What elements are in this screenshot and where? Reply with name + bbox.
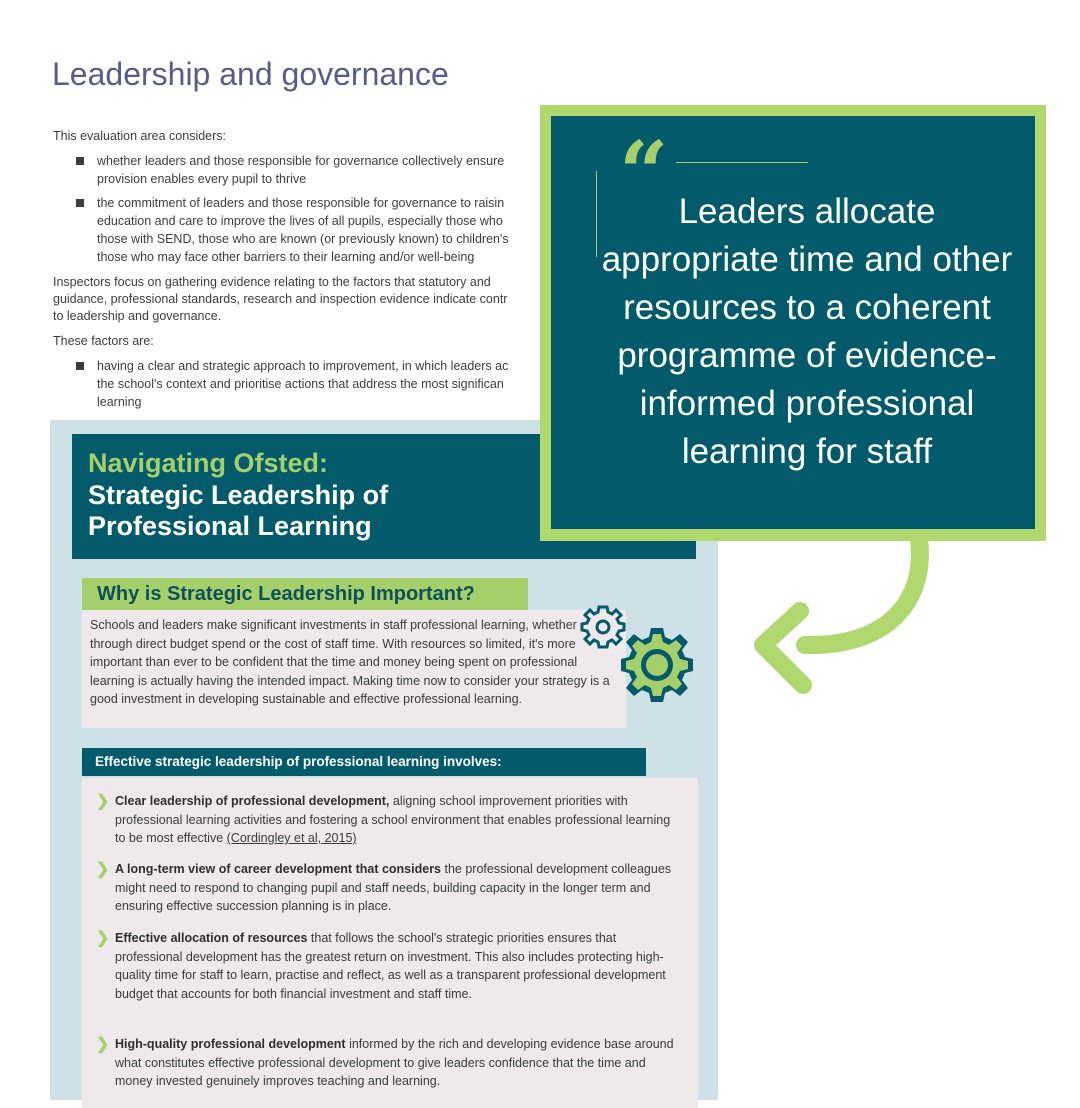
list-item-text: High-quality professional development informed by the rich and developing evidence base around what constitutes effective professional development to give leaders confidence that the time and money invested genuinely improves teaching and learning.: [115, 1037, 674, 1088]
chevron-right-icon: ❯: [96, 1036, 110, 1053]
quote-mark-icon: “: [619, 123, 669, 224]
why-heading-bar: [82, 578, 528, 610]
bullet-2-text: the commitment of leaders and those responsible for governance to raisin education and care to improve the lives of all pupils, especially those who those with SEND, those who are known (or previously known) to children's those who may face other barriers to their learning and/or well-being: [97, 196, 509, 264]
bullet-square-icon: [76, 362, 84, 370]
flyer-heading-white: Strategic Leadership of Professional Learning: [88, 480, 389, 541]
factors-intro: These factors are:: [53, 334, 154, 348]
document-title: Leadership and governance: [52, 56, 449, 92]
list-item-text: Clear leadership of professional development, aligning school improvement priorities with professional learning activities and fostering a school environment that enables professional learning to be most effective (Cordingley et al, 2015): [115, 794, 671, 845]
list-item-text: A long-term view of career development that considers the professional development colleagues might need to respond to changing pupil and staff needs, building capacity in the longer term and ensuring effective succession planning is in place.: [115, 862, 672, 913]
factor-bullet-text: having a clear and strategic approach to improvement, in which leaders ac the school's context and prioritise actions that address the most significan learning: [97, 359, 509, 409]
quote-callout: [540, 105, 1046, 541]
chevron-right-icon: ❯: [96, 793, 110, 810]
flyer-heading-green: Navigating Ofsted:: [88, 448, 329, 478]
intro-text: This evaluation area considers:: [53, 129, 227, 143]
quote-text: Leaders allocate appropriate time and other resources to a coherent programme of evidence-informed professional learning for staff: [601, 192, 1013, 471]
list-item: [96, 1035, 676, 1091]
why-body-box: [82, 610, 626, 728]
bullet-2: [76, 194, 536, 266]
focus-line-1: Inspectors focus on gathering evidence relating to the factors that statutory and: [53, 275, 491, 289]
list-item: [96, 792, 676, 848]
factor-bullet: [76, 357, 536, 411]
effective-heading-bar: [82, 748, 646, 776]
bullet-1: [76, 152, 536, 188]
focus-line-2: guidance, professional standards, research and inspection evidence indicate contr: [53, 292, 508, 306]
chevron-right-icon: ❯: [96, 930, 110, 947]
citation-link[interactable]: (Cordingley et al, 2015): [226, 831, 357, 845]
list-item: [96, 929, 676, 1003]
gears-icon: [577, 605, 695, 705]
list-item-text: Effective allocation of resources that follows the school's strategic priorities ensures that professional development has the greatest return on investment. This also includes protecting high-quality time for staff to learn, practise and reflect, as well as a transparent professional development budget that accounts for both financial investment and staff time.: [115, 931, 666, 1001]
list-item: [96, 860, 676, 916]
bullet-square-icon: [76, 199, 84, 207]
bullet-square-icon: [76, 157, 84, 165]
quote-divider: [676, 162, 808, 163]
quote-box: [551, 116, 1035, 529]
why-body-text: Schools and leaders make significant investments in staff professional learning, whether through direct budget spend or the cost of staff time. With resources so limited, it's more important than ever to be confident that the time and money being spent on professional learning is actually having the intended impact. Making time now to consider your strategy is a good investment in developing sustainable and effective professional learning.: [90, 618, 610, 706]
bullet-1-text: whether leaders and those responsible for governance collectively ensure provision enables every pupil to thrive: [97, 154, 505, 186]
chevron-right-icon: ❯: [96, 861, 110, 878]
effective-list: [82, 778, 698, 1108]
document-page: [0, 0, 538, 420]
effective-heading: Effective strategic leadership of professional learning involves:: [95, 754, 502, 769]
focus-line-3: to leadership and governance.: [53, 309, 222, 323]
why-heading: Why is Strategic Leadership Important?: [97, 583, 475, 605]
